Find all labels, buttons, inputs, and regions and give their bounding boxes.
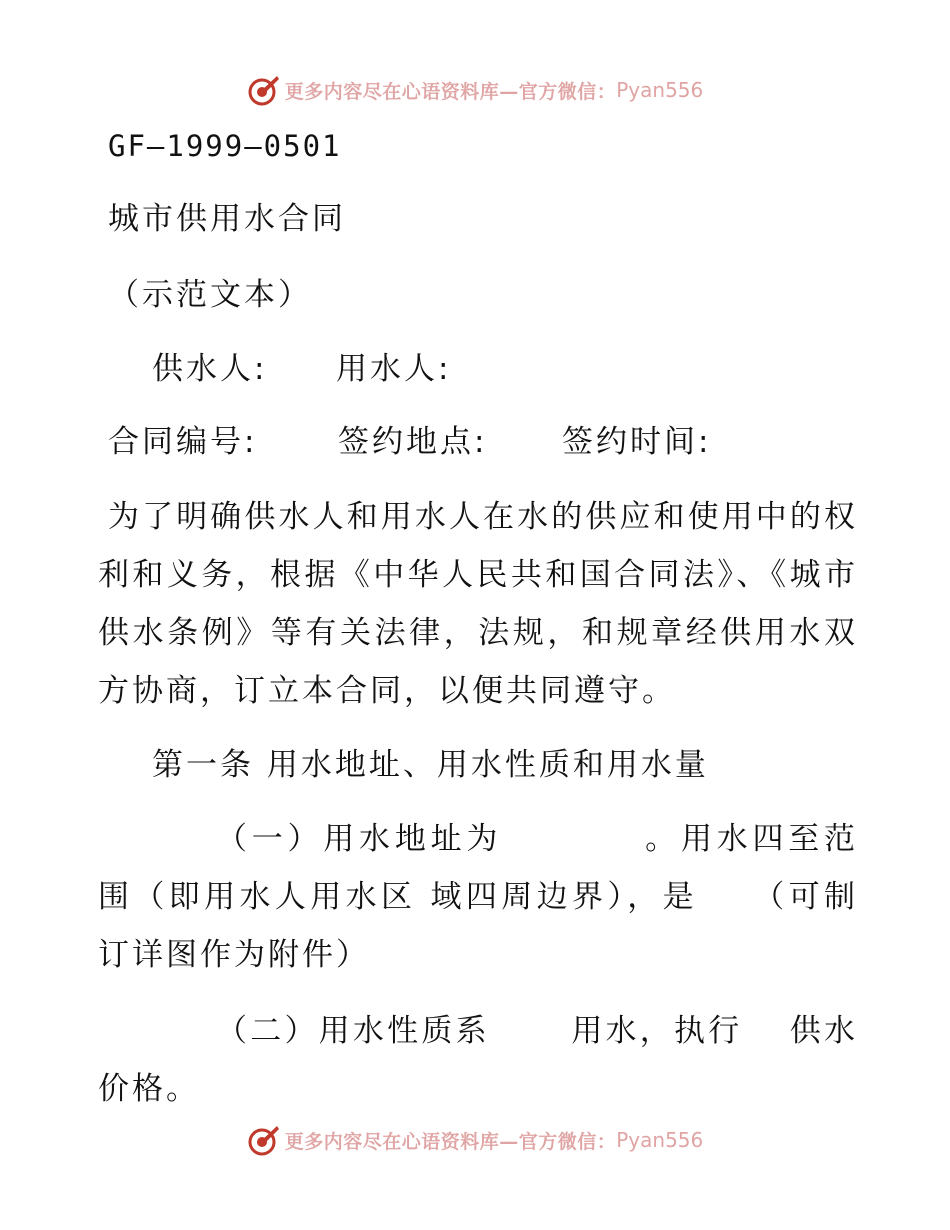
quill-logo-icon	[247, 73, 281, 107]
doc-subtitle: （示范文本）	[108, 277, 312, 313]
contract-no-label: 合同编号:	[108, 424, 258, 460]
party-supplier-label: 供水人:	[152, 351, 268, 387]
watermark-bottom	[0, 1120, 950, 1160]
watermark-top	[0, 70, 950, 110]
watermark-id: Pyan556	[616, 78, 704, 102]
preamble-paragraph: 为了明确供水人和用水人在水的供应和使用中的权利和义务，根据《中华人民共和国合同法》、《城市供水条例》等有关法律，法规，和规章经供用水双方协商，订立本合同，以便共同遵守。	[98, 499, 858, 709]
quill-logo-icon	[247, 1123, 281, 1157]
party-user-label: 用水人:	[336, 351, 452, 387]
watermark-id: Pyan556	[616, 1128, 704, 1152]
clause-2-paragraph: （二）用水性质系 用水，执行 供水价格。	[98, 1013, 858, 1107]
article-1-title: 第一条 用水地址、用水性质和用水量	[152, 747, 709, 783]
doc-code: GF—1999—0501	[108, 129, 342, 163]
doc-title: 城市供用水合同	[108, 201, 346, 237]
watermark-text: 更多内容尽在心语资料库—官方微信：	[284, 1130, 617, 1153]
clause-1-paragraph: （一）用水地址为 。用水四至范围（即用水人用水区 域四周边界），是 （可制订详图作为附件）	[98, 821, 858, 973]
watermark-text: 更多内容尽在心语资料库—官方微信：	[284, 80, 617, 103]
sign-place-label: 签约地点:	[338, 424, 488, 460]
sign-time-label: 签约时间:	[562, 424, 712, 460]
